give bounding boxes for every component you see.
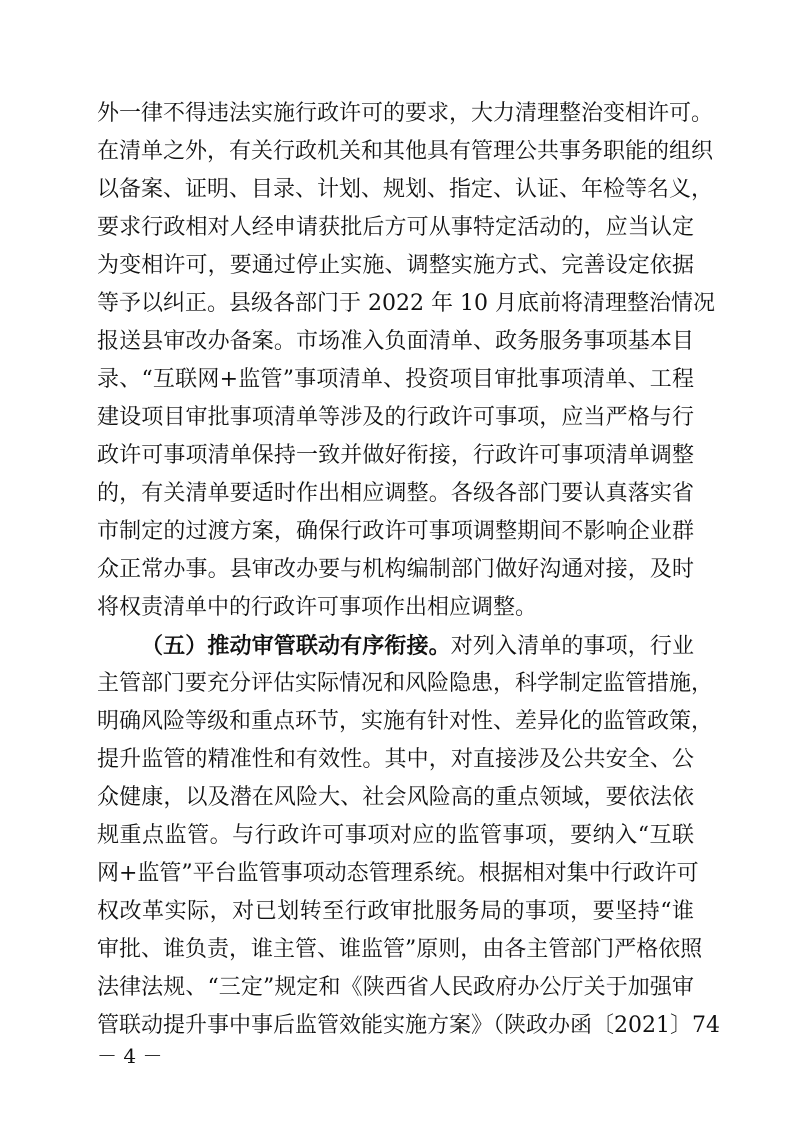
paragraph-2-line-6: 规重点监管。与行政许可事项对应的监管事项，要纳入“互联 <box>97 823 694 848</box>
paragraph-2-line-4: 提升监管的精准性和有效性。其中，对直接涉及公共安全、公 <box>97 747 694 772</box>
paragraph-1-line-13: 众正常办事。县审改办要与机构编制部门做好沟通对接，及时 <box>97 557 694 582</box>
paragraph-1-line-9: 建设项目审批事项清单等涉及的行政许可事项，应当严格与行 <box>97 405 694 430</box>
section-heading: （五）推动审管联动有序衔接。 <box>141 633 451 659</box>
paragraph-2-line-5: 众健康，以及潜在风险大、社会风险高的重点领域，要依法依 <box>97 785 694 810</box>
paragraph-2-line-10: 法律法规、“三定”规定和《陕西省人民政府办公厅关于加强审 <box>97 975 694 1000</box>
paragraph-1-line-3: 以备案、证明、目录、计划、规划、指定、认证、年检等名义， <box>97 177 714 202</box>
paragraph-1-line-6: 等予以纠正。县级各部门于 2022 年 10 月底前将清理整治情况 <box>97 291 715 316</box>
paragraph-2-line-2: 主管部门要充分评估实际情况和风险隐患，科学制定监管措施， <box>97 671 714 696</box>
paragraph-1-line-11: 的，有关清单要适时作出相应调整。各级各部门要认真落实省 <box>97 481 694 506</box>
paragraph-2-line-8: 权改革实际，对已划转至行政审批服务局的事项，要坚持“谁 <box>97 899 694 924</box>
paragraph-1-line-2: 在清单之外，有关行政机关和其他具有管理公共事务职能的组织 <box>97 139 714 164</box>
paragraph-2-line-3: 明确风险等级和重点环节，实施有针对性、差异化的监管政策， <box>97 709 714 734</box>
page-number: － 4 － <box>97 1044 163 1068</box>
paragraph-1-line-7: 报送县审改办备案。市场准入负面清单、政务服务事项基本目 <box>97 329 694 354</box>
paragraph-1-line-8: 录、“互联网+监管”事项清单、投资项目审批事项清单、工程 <box>97 367 694 392</box>
paragraph-1-line-1: 外一律不得违法实施行政许可的要求，大力清理整治变相许可。 <box>97 101 714 126</box>
paragraph-1-line-5: 为变相许可，要通过停止实施、调整实施方式、完善设定依据 <box>97 253 694 278</box>
paragraph-1-line-14: 将权责清单中的行政许可事项作出相应调整。 <box>97 595 538 620</box>
paragraph-2-line-9: 审批、谁负责，谁主管、谁监管”原则，由各主管部门严格依照 <box>97 937 703 962</box>
paragraph-1-line-12: 市制定的过渡方案，确保行政许可事项调整期间不影响企业群 <box>97 519 694 544</box>
paragraph-2-first-line <box>141 635 694 659</box>
paragraph-2-line-7: 网+监管”平台监管事项动态管理系统。根据相对集中行政许可 <box>97 861 699 886</box>
paragraph-2-first-line-rest: 对列入清单的事项，行业 <box>450 634 694 659</box>
paragraph-1-line-10: 政许可事项清单保持一致并做好衔接，行政许可事项清单调整 <box>97 443 694 468</box>
paragraph-2-line-11: 管联动提升事中事后监管效能实施方案》（陕政办函〔2021〕74 <box>97 1013 720 1038</box>
paragraph-1-line-4: 要求行政相对人经申请获批后方可从事特定活动的，应当认定 <box>97 215 694 240</box>
